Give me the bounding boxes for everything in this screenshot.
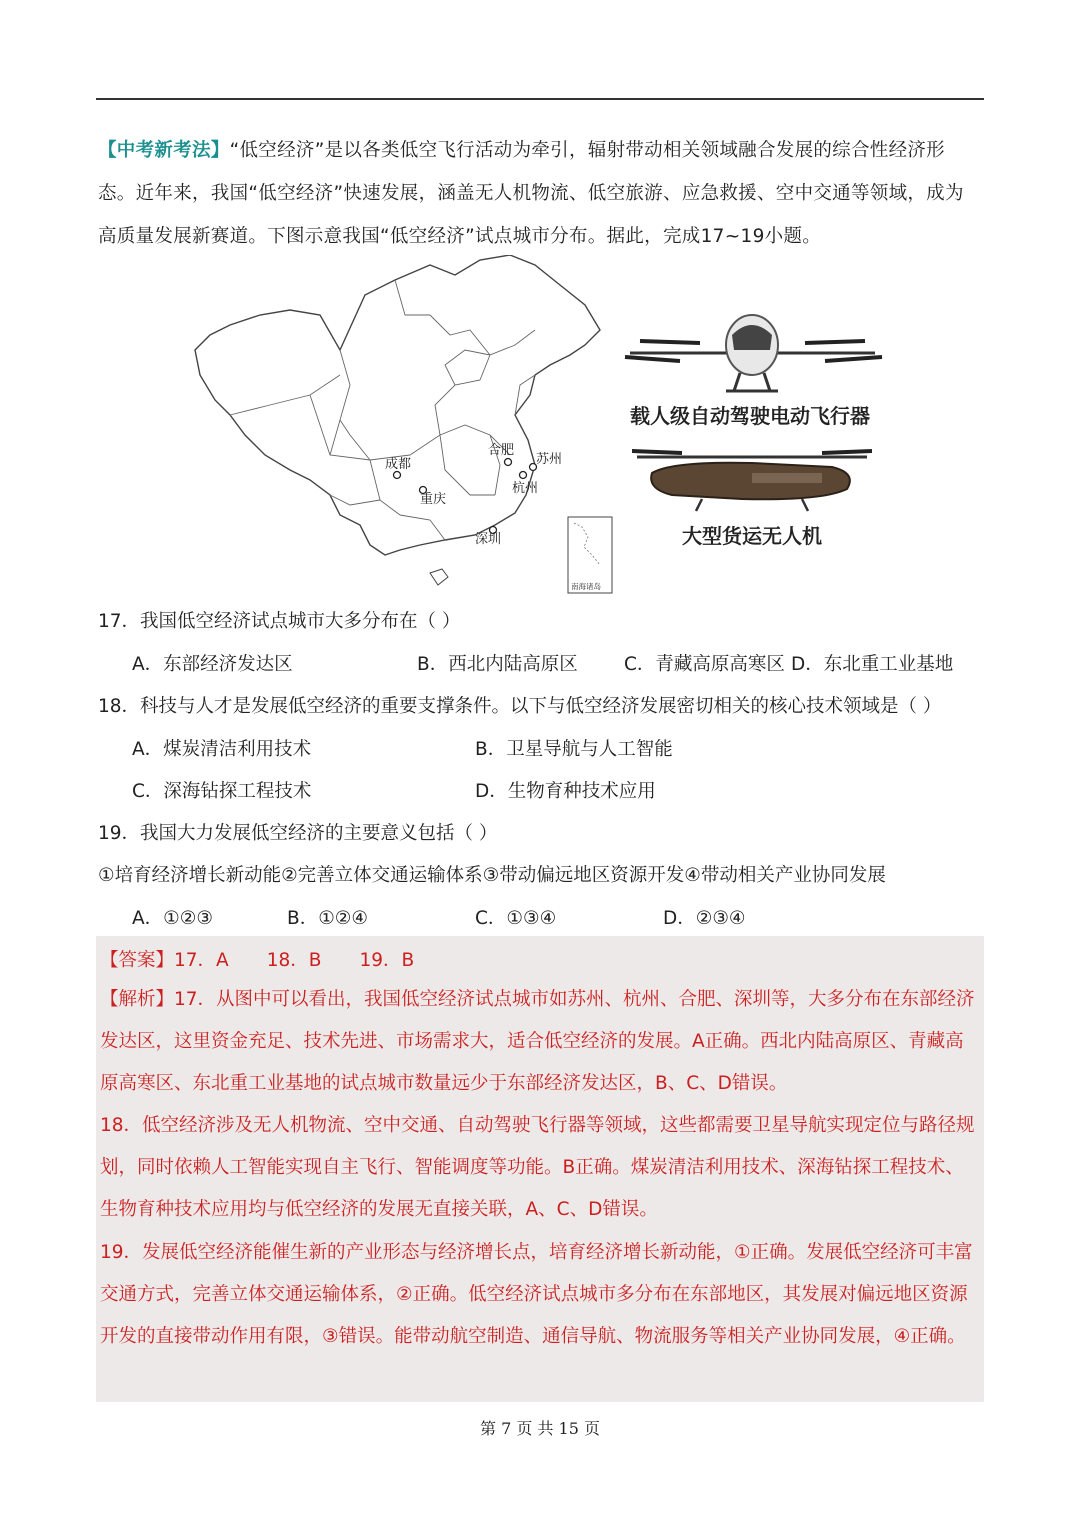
q17-option-d: D．东北重工业基地: [791, 654, 954, 675]
q18-stem: 18．科技与人才是发展低空经济的重要支撑条件。以下与低空经济发展密切相关的核心技术领域是（ ）: [98, 696, 942, 717]
cargo-drone-image: [632, 443, 872, 513]
city-label-hefei: 合肥: [488, 443, 515, 458]
hainan-island: [430, 569, 448, 585]
analysis-18: 18．低空经济涉及无人机物流、空中交通、自动驾驶飞行器等领域，这些都需要卫星导航实现定位与路径规划，同时依赖人工智能实现自主飞行、智能调度等功能。B正确。煤炭清洁利用技术、深海钻探工程技术、生物育种技术应用均与低空经济的发展无直接关联，A、C、D错误。: [100, 1115, 975, 1220]
header-rule: [96, 98, 984, 100]
city-label-chongqing: 重庆: [420, 492, 447, 507]
inset-label: 南海诸岛: [571, 582, 601, 591]
city-label-shenzhen: 深圳: [475, 532, 502, 547]
q18-option-c: C．深海钻探工程技术: [132, 781, 312, 802]
answer-18: 18．B: [266, 950, 322, 971]
analysis-19: 19．发展低空经济能催生新的产业形态与经济增长点，培育经济增长新动能，①正确。发展低空经济可丰富交通方式，完善立体交通运输体系，②正确。低空经济试点城市多分布在东部地区，其发展对偏远地区资源开发的直接带动作用有限，③错误。能带动航空制造、通信导航、物流服务等相关产业协同发展，④正确。: [100, 1242, 973, 1347]
city-label-suzhou: 苏州: [536, 452, 563, 467]
intro-tag: 【中考新考法】: [98, 140, 230, 161]
q18-option-d: D．生物育种技术应用: [475, 781, 656, 802]
city-label-hangzhou: 杭州: [512, 481, 539, 496]
caption-passenger-drone: 载人级自动驾驶电动飞行器: [630, 404, 870, 428]
q19-option-c: C．①③④: [475, 908, 557, 929]
q17-option-b: B．西北内陆高原区: [417, 654, 578, 675]
china-map: [190, 255, 615, 595]
city-marker-hangzhou: [520, 472, 527, 479]
q19-items: ①培育经济增长新动能②完善立体交通运输体系③带动偏远地区资源开发④带动相关产业协同发展: [98, 865, 886, 886]
analysis-17-text: 17．从图中可以看出，我国低空经济试点城市如苏州、杭州、合肥、深圳等，大多分布在东部经济发达区，这里资金充足、技术先进、市场需求大，适合低空经济的发展。A正确。西北内陆高原区、青藏高原高寒区、东北重工业基地的试点城市数量远少于东部经济发达区，B、C、D错误。: [100, 989, 975, 1094]
city-label-chengdu: 成都: [385, 457, 412, 472]
page-footer: 第 7 页 共 15 页: [480, 1419, 600, 1438]
answer-label: 【答案】: [100, 950, 175, 971]
q18-option-b: B．卫星导航与人工智能: [475, 739, 673, 760]
city-marker-hefei: [505, 459, 512, 466]
answer-17: 17．A: [174, 950, 229, 971]
q19-option-b: B．①②④: [287, 908, 368, 929]
q17-option-c: C．青藏高原高寒区: [624, 654, 785, 675]
q18-option-a: A．煤炭清洁利用技术: [132, 739, 312, 760]
q17-option-a: A．东部经济发达区: [132, 654, 293, 675]
q17-stem: 17．我国低空经济试点城市大多分布在（ ）: [98, 611, 461, 632]
q19-option-d: D．②③④: [663, 908, 746, 929]
city-marker-chengdu: [394, 472, 401, 479]
answer-19: 19．B: [359, 950, 415, 971]
passenger-drone-image: [620, 305, 885, 395]
caption-cargo-drone: 大型货运无人机: [682, 524, 822, 548]
analysis-label: 【解析】: [100, 989, 175, 1010]
intro-paragraph: [98, 129, 982, 258]
intro-text: “低空经济”是以各类低空飞行活动为牵引，辐射带动相关领域融合发展的综合性经济形态。近年来，我国“低空经济”快速发展，涵盖无人机物流、低空旅游、应急救援、空中交通等领域，成为高质量发展新赛道。下图示意我国“低空经济”试点城市分布。据此，完成17~19小题。: [98, 140, 964, 247]
q19-stem: 19．我国大力发展低空经济的主要意义包括（ ）: [98, 823, 498, 844]
china-outline: [195, 255, 600, 555]
analysis-17: [100, 979, 980, 1105]
answer-line: [100, 946, 414, 972]
q19-option-a: A．①②③: [132, 908, 213, 929]
